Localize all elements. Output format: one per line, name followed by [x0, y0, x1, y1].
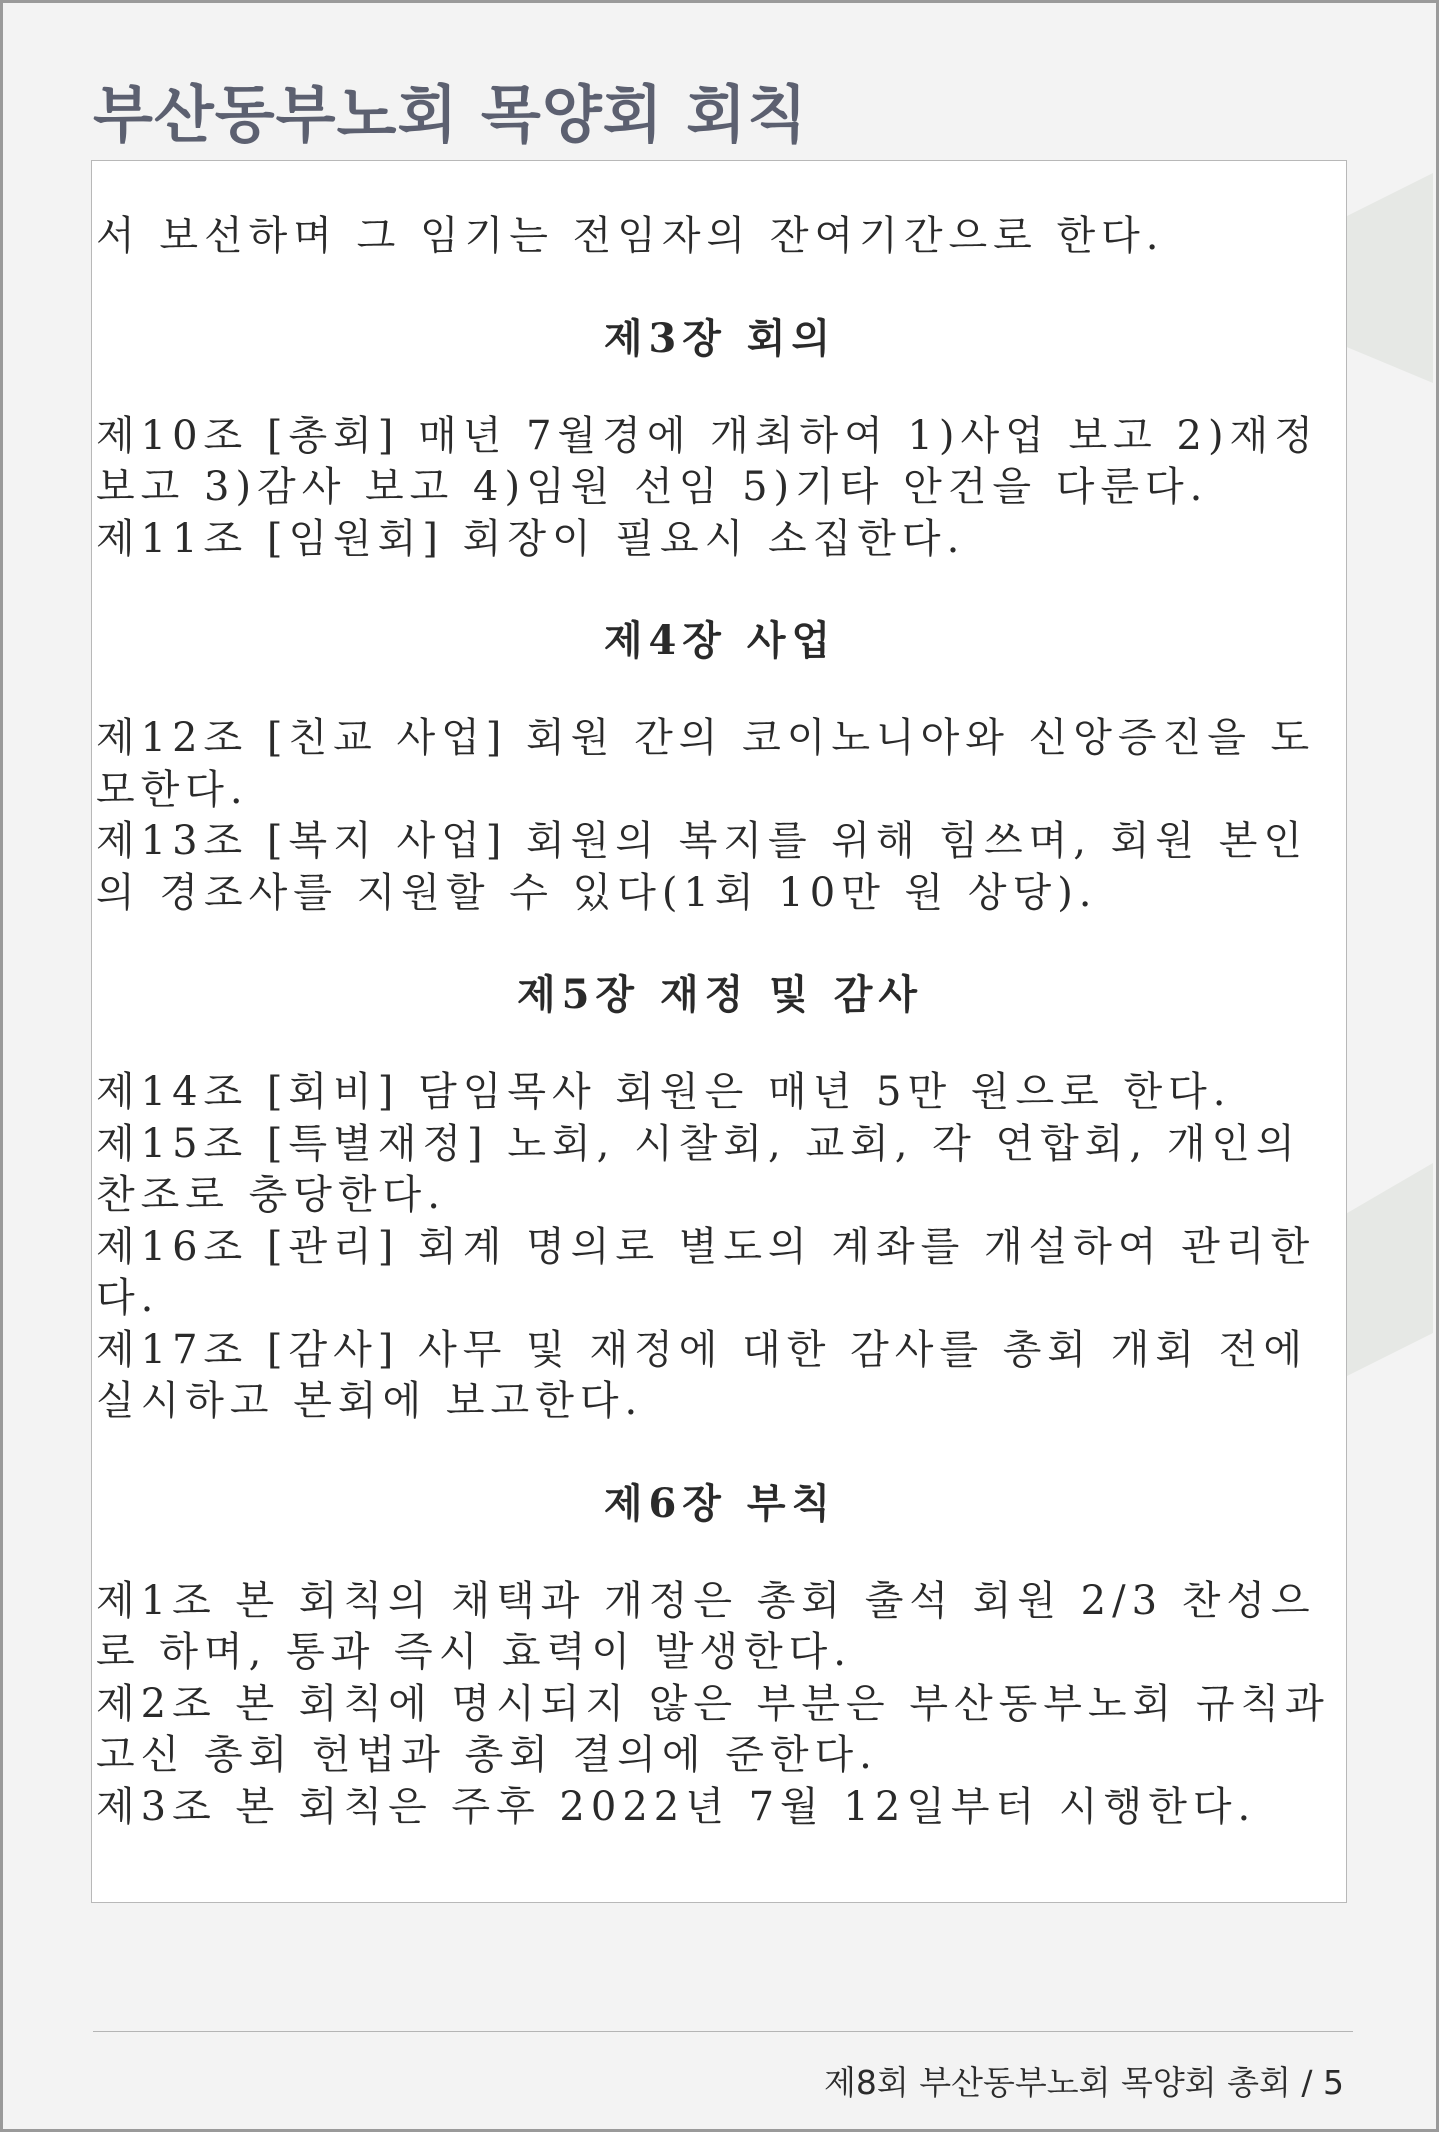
supplementary-article-1: 제1조 본 회칙의 채택과 개정은 총회 출석 회원 2/3 찬성으로 하며, 통과 즉시 효력이 발생한다.	[96, 1577, 1316, 1675]
article-12: 제12조 [친교 사업] 회원 간의 코이노니아와 신앙증진을 도모한다.	[96, 715, 1316, 813]
chapter-5-title: 제5장 재정 및 감사	[516, 971, 924, 1018]
chapter-4-title: 제4장 사업	[603, 617, 837, 664]
document-body	[91, 160, 1347, 1903]
page-title: 부산동부노회 목양회 회칙	[93, 78, 808, 151]
article-16: 제16조 [관리] 회계 명의로 별도의 계좌를 개설하여 관리한다.	[96, 1223, 1316, 1321]
article-17: 제17조 [감사] 사무 및 재정에 대한 감사를 총회 개회 전에 실시하고 본회에 보고한다.	[96, 1326, 1308, 1424]
article-14: 제14조 [회비] 담임목사 회원은 매년 5만 원으로 한다.	[96, 1069, 1232, 1115]
article-13: 제13조 [복지 사업] 회원의 복지를 위해 힘쓰며, 회원 본인의 경조사를 지원할 수 있다(1회 10만 원 상당).	[96, 818, 1308, 916]
chapter-3-title: 제3장 회의	[603, 314, 837, 362]
supplementary-article-3: 제3조 본 회칙은 주후 2022년 7월 12일부터 시행한다.	[96, 1783, 1257, 1830]
supplementary-article-2: 제2조 본 회칙에 명시되지 않은 부분은 부산동부노회 규칙과 고신 총회 헌법과 총회 결의에 준한다.	[96, 1680, 1330, 1778]
chapter-6-title: 제6장 부칙	[603, 1479, 837, 1527]
footer-page-label: 제8회 부산동부노회 목양회 총회 / 5	[824, 2063, 1344, 2102]
article-15: 제15조 [특별재정] 노회, 시찰회, 교회, 각 연합회, 개인의 찬조로 충당한다.	[96, 1120, 1301, 1218]
article-10: 제10조 [총회] 매년 7월경에 개최하여 1)사업 보고 2)재정 보고 3)감사 보고 4)임원 선임 5)기타 안건을 다룬다.	[96, 412, 1319, 510]
footer-divider	[93, 2031, 1353, 2032]
article-11: 제11조 [임원회] 회장이 필요시 소집한다.	[96, 515, 966, 562]
intro-paragraph: 서 보선하며 그 임기는 전임자의 잔여기간으로 한다.	[96, 213, 1165, 259]
